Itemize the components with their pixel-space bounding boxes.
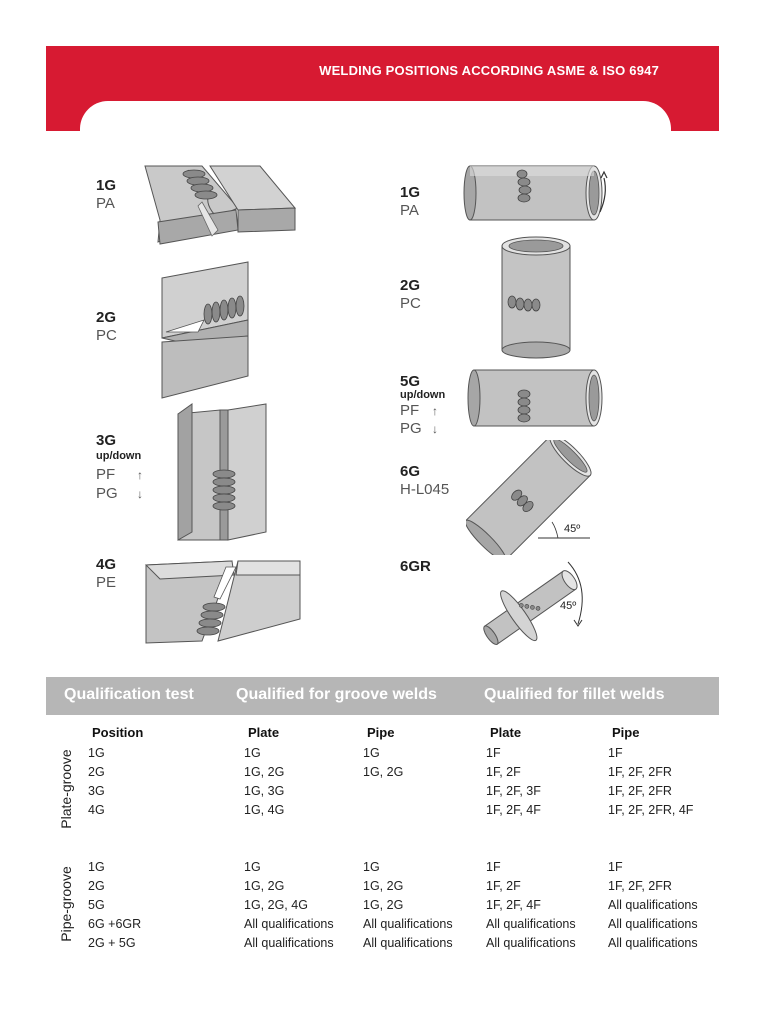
table-cell: 1F [486, 860, 501, 874]
table-cell: 1F [608, 746, 623, 760]
table-cell: All qualifications [363, 936, 453, 950]
pipe-6g-diagram [466, 440, 596, 555]
plate-4g-iso: PE [96, 574, 117, 591]
header-curve [80, 101, 671, 141]
table-cell: 1G [363, 746, 380, 760]
pipe-6g-code: 6G [400, 463, 421, 480]
pipe-5g-iso-down: PG [400, 420, 422, 437]
table-cell: 1G, 4G [244, 803, 285, 817]
group-label-plate-groove: Plate-groove [58, 749, 74, 829]
table-cell: 2G [88, 879, 105, 893]
arrow-down-icon: ↓ [137, 487, 143, 501]
table-cell: 1G, 2G [363, 898, 404, 912]
table-cell: 1G [88, 746, 105, 760]
pipe-5g-iso-up: PF [400, 402, 420, 419]
column-header-position: Position [92, 725, 144, 740]
table-cell: All qualifications [244, 936, 334, 950]
table-cell: All qualifications [244, 917, 334, 931]
band-qualification-test: Qualification test [64, 686, 194, 703]
pipe-1g-diagram [462, 160, 612, 226]
table-cell: 1F, 2F, 4F [486, 898, 541, 912]
column-header-groove-plate: Plate [248, 725, 280, 740]
table-cell: 1F, 2F, 2FR [608, 784, 672, 798]
table-cell: 6G +6GR [88, 917, 142, 931]
table-cell: All qualifications [486, 936, 576, 950]
plate-4g-code: 4G [96, 556, 117, 573]
pipe-2g-code: 2G [400, 277, 421, 294]
table-cell: All qualifications [363, 917, 453, 931]
pipe-5g-diagram [466, 364, 606, 432]
plate-1g-code: 1G [96, 177, 117, 194]
pipe-1g-iso: PA [400, 202, 419, 219]
table-cell: 1F, 2F, 2FR, 4F [608, 803, 694, 817]
pipe-6g-iso: H-L045 [400, 481, 450, 498]
pipe-6g-angle: 45º [564, 523, 581, 535]
table-cell: 1G, 2G [363, 879, 404, 893]
plate-2g-iso: PC [96, 327, 117, 344]
column-header-groove-pipe: Pipe [367, 725, 395, 740]
plate-3g-iso-up: PF [96, 466, 116, 483]
table-cell: 1G [88, 860, 105, 874]
table-cell: All qualifications [608, 898, 698, 912]
plate-1g-diagram [140, 160, 300, 252]
table-cell: 1F, 2F [486, 765, 521, 779]
pipe-5g-note: up/down [400, 389, 446, 401]
table-cell: 1F [486, 746, 501, 760]
column-header-fillet-plate: Plate [490, 725, 522, 740]
table-cell: 4G [88, 803, 105, 817]
plate-1g-iso: PA [96, 195, 115, 212]
table-cell: 1G, 2G, 4G [244, 898, 308, 912]
table-cell: 1G [363, 860, 380, 874]
table-cell: 1F, 2F, 2FR [608, 765, 672, 779]
table-cell: 5G [88, 898, 105, 912]
pipe-2g-diagram [492, 234, 582, 360]
plate-3g-code: 3G [96, 432, 117, 449]
table-cell: All qualifications [486, 917, 576, 931]
table-cell: 1G, 2G [244, 765, 285, 779]
table-cell: 1G, 3G [244, 784, 285, 798]
page-title: WELDING POSITIONS ACCORDING ASME & ISO 6947 [319, 63, 659, 78]
table-cell: 1F, 2F, 2FR [608, 879, 672, 893]
pipe-6gr-diagram [478, 556, 598, 646]
arrow-down-icon: ↓ [432, 422, 438, 436]
plate-3g-note: up/down [96, 450, 142, 462]
table-cell: 1F, 2F, 3F [486, 784, 541, 798]
pipe-2g-iso: PC [400, 295, 421, 312]
pipe-6gr-angle: 45º [560, 600, 577, 612]
arrow-up-icon: ↑ [137, 468, 143, 482]
table-cell: 1G [244, 860, 261, 874]
band-groove-welds: Qualified for groove welds [236, 686, 437, 703]
pipe-6gr-code: 6GR [400, 558, 431, 575]
plate-4g-diagram [140, 555, 305, 645]
plate-3g-diagram [172, 400, 272, 545]
band-fillet-welds: Qualified for fillet welds [484, 686, 665, 703]
arrow-up-icon: ↑ [432, 404, 438, 418]
column-header-fillet-pipe: Pipe [612, 725, 640, 740]
table-cell: 1G, 2G [363, 765, 404, 779]
table-cell: 2G [88, 765, 105, 779]
table-header-band [46, 677, 719, 715]
table-cell: 1F, 2F, 4F [486, 803, 541, 817]
group-label-pipe-groove: Pipe-groove [58, 866, 74, 942]
plate-2g-code: 2G [96, 309, 117, 326]
pipe-1g-code: 1G [400, 184, 421, 201]
table-cell: 3G [88, 784, 105, 798]
table-cell: 1G [244, 746, 261, 760]
table-cell: 1G, 2G [244, 879, 285, 893]
table-cell: All qualifications [608, 936, 698, 950]
table-cell: 1F, 2F [486, 879, 521, 893]
table-cell: All qualifications [608, 917, 698, 931]
pipe-5g-code: 5G [400, 373, 421, 390]
plate-3g-iso-down: PG [96, 485, 118, 502]
table-cell: 1F [608, 860, 623, 874]
table-cell: 2G + 5G [88, 936, 136, 950]
plate-2g-diagram [158, 258, 258, 403]
